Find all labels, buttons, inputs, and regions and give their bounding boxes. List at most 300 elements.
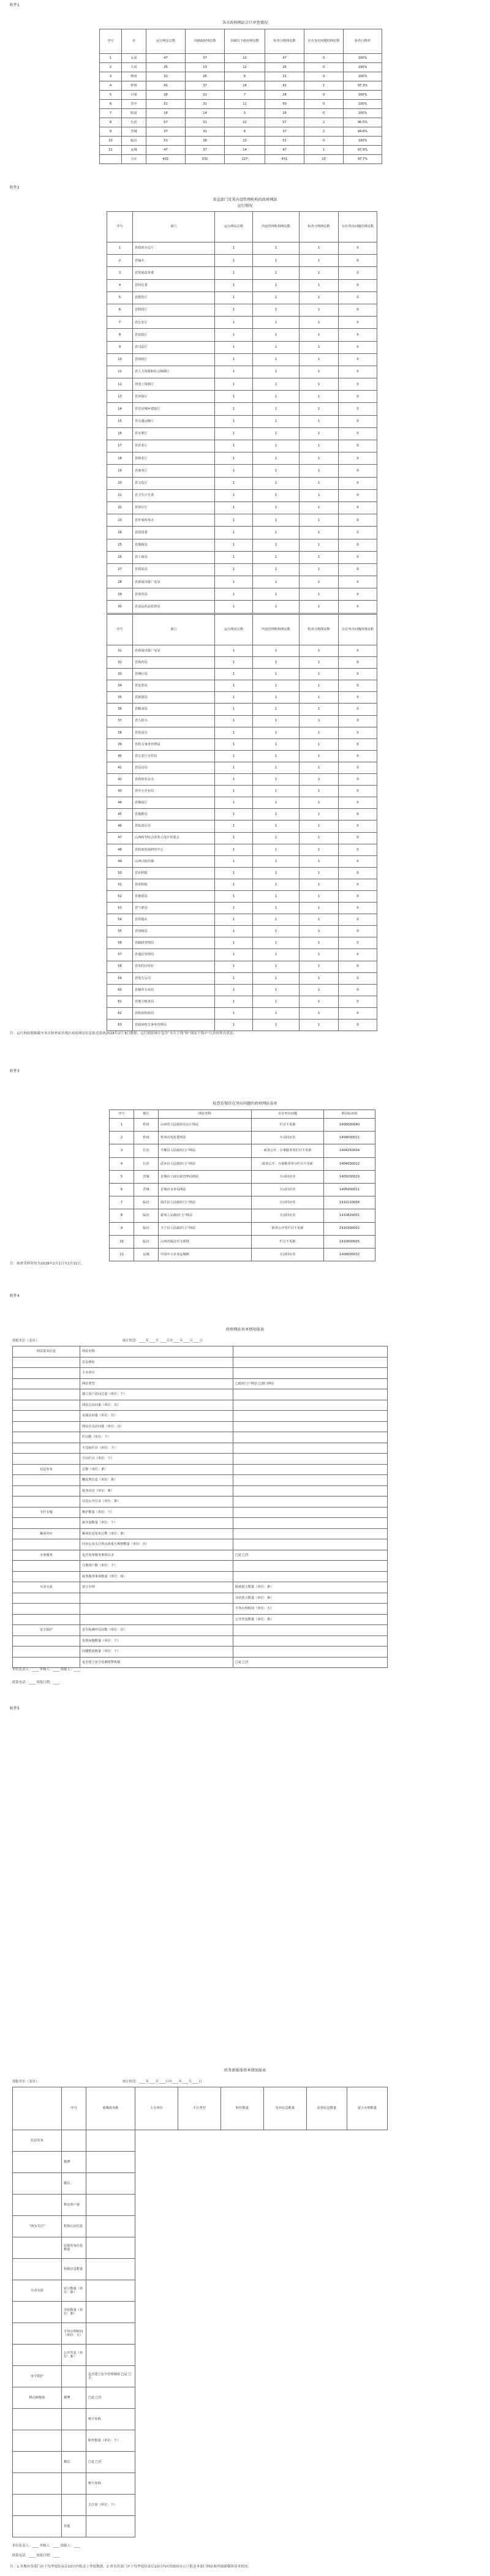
table-cell: 1 (253, 501, 300, 514)
table-cell: 15 (107, 415, 133, 427)
table-cell: 1 (253, 903, 300, 914)
table-cell: 0 (339, 937, 377, 949)
table-cell (13, 1561, 80, 1572)
table-cell: 1 (215, 514, 253, 527)
table-cell (13, 1539, 80, 1550)
table-cell: 45 (107, 809, 133, 820)
table-cell: 40 (107, 750, 133, 762)
table-cell: 41 (146, 81, 186, 91)
table-cell: 1 (253, 645, 300, 657)
table-cell: 收到留言数量（单位：条） (233, 1582, 388, 1593)
table-cell: 1 (253, 797, 300, 809)
table-cell (13, 1357, 80, 1368)
table-cell: 办事服务 (13, 1550, 80, 1561)
table-cell: 办结留言数量（单位：条） (233, 1593, 388, 1604)
table-cell: 1 (215, 879, 253, 890)
table-cell: 50 (107, 867, 133, 879)
header-cell: 序号 (100, 29, 122, 54)
table-row (13, 1378, 388, 1389)
table-cell: 政务服务事项数量（单位：项） (80, 1571, 233, 1582)
table-cell: 网站基本信息 (13, 1346, 80, 1357)
table-cell: 1 (215, 465, 253, 477)
table-row (107, 341, 377, 353)
table-row (107, 317, 377, 329)
header-cell: 部门 (133, 615, 215, 645)
table-row (107, 832, 377, 844)
table-row (107, 255, 377, 267)
table-cell: 1 (253, 588, 300, 601)
header-cell: 检查合格率 (344, 29, 382, 54)
attachment-5-unit: 填报单位（盖章）： (12, 2080, 40, 2084)
table-cell: 1 (300, 657, 339, 669)
table-cell: 1 (215, 657, 253, 669)
table-cell: 1 (215, 972, 253, 984)
table-cell: 1410210006 (324, 1196, 375, 1209)
table-cell: 0 (339, 465, 377, 477)
table-cell: 维护数量（单位：个） (80, 1507, 233, 1518)
table-cell: 1404250004 (324, 1144, 375, 1157)
table-cell: 44 (107, 797, 133, 809)
table-cell: 微信 (62, 2173, 86, 2195)
table-cell: 11 (110, 1248, 134, 1261)
table-row (107, 738, 377, 750)
table-cell: 1 (253, 1007, 300, 1019)
table-cell: 1 (215, 680, 253, 692)
table-cell: 1 (253, 855, 300, 867)
table-cell: 省煤炭厅 (133, 797, 215, 809)
table-cell: 问题整改数量（单位：个） (80, 1647, 233, 1658)
table-cell (13, 1657, 80, 1668)
table-cell: 1 (300, 961, 339, 972)
table-cell: 7 (110, 1196, 134, 1209)
table-cell (233, 1539, 388, 1550)
table-cell: 省国土资源厅 (133, 378, 215, 391)
table-cell: 省人防办 (133, 715, 215, 727)
table-cell: 省环保厅 (133, 391, 215, 403)
table-cell: 省信访局 (133, 762, 215, 773)
table-cell: 61 (107, 996, 133, 1007)
table-row (13, 1443, 388, 1454)
header-cell: 运行网站总数 (215, 212, 253, 242)
table-cell: 5 (107, 291, 133, 304)
table-cell: 政务动态（单位：条） (80, 1485, 233, 1496)
attachment-2-label: 附件2 (10, 186, 20, 190)
table-cell: 6 (225, 127, 265, 137)
table-cell: 省检验检疫局 (133, 1007, 215, 1019)
table-cell: 1 (215, 563, 253, 576)
table-row (107, 279, 377, 291)
table-cell: 0 (339, 657, 377, 669)
table-cell: 0 (304, 63, 344, 72)
table-cell: 0 (304, 54, 344, 63)
table-cell: 5 (225, 109, 265, 118)
table-cell: 1 (253, 996, 300, 1007)
table-cell: 0 (339, 353, 377, 366)
table-cell: 省旅游局 (133, 692, 215, 704)
table-cell: 1 (253, 242, 300, 255)
table-cell: 1 (215, 255, 253, 267)
table-cell: 1 (215, 786, 253, 797)
table-cell: 0 (339, 601, 377, 613)
table-row (107, 601, 377, 613)
table-cell: 省科技厅 (133, 304, 215, 316)
table-cell: 8 (110, 1209, 134, 1222)
table-cell: 4 (100, 81, 122, 91)
table-cell: 30 (107, 601, 133, 613)
table-cell (13, 2195, 62, 2216)
table-cell: 山西省人民政府办公厅网站 (159, 1119, 252, 1132)
table-cell: 是否发布服务事项目录 (80, 1550, 233, 1561)
table-cell: 1 (300, 353, 339, 366)
header-cell: 发布信息数量 (264, 2087, 307, 2130)
table-row (13, 1539, 388, 1550)
table-cell: 100% (344, 137, 382, 146)
table-cell: 1 (300, 774, 339, 786)
table-cell: 1 (300, 576, 339, 588)
table-cell: 1 (300, 669, 339, 680)
table-cell: 1 (300, 341, 339, 353)
table-row (13, 2259, 388, 2280)
table-row (107, 514, 377, 527)
table-row (13, 1604, 388, 1615)
table-row (107, 692, 377, 704)
table-cell: 安全防护 (13, 1625, 80, 1636)
header-cell: 市级政府网站数 (186, 29, 225, 54)
attachment-5-signature-line: 单位负责人：____ 审核人：____ 填报人：____ (12, 2544, 81, 2548)
table-cell: 48 (107, 844, 133, 855)
table-cell: 1 (253, 844, 300, 855)
table-row (107, 657, 377, 669)
table-cell: 2 (107, 255, 133, 267)
table-cell (62, 2430, 86, 2452)
table-cell: 山西日报传媒 (133, 855, 215, 867)
table-cell: 1 (215, 366, 253, 378)
table-cell: 1 (300, 1020, 339, 1031)
table-cell (13, 1389, 80, 1400)
table-cell: 省新闻出版广电局 (133, 576, 215, 588)
table-cell: 31 (186, 118, 225, 127)
table-cell: 忻州 (134, 1132, 159, 1144)
table-row (107, 378, 377, 391)
table-row (110, 1144, 375, 1157)
table-row (107, 914, 377, 926)
table-row (13, 2345, 388, 2366)
table-cell: 1405000029 (324, 1170, 375, 1183)
attachment-3-label: 附件3 (10, 1069, 20, 1073)
table-cell: 1 (215, 341, 253, 353)
table-cell: 2 (110, 1132, 134, 1144)
table-cell: 0 (339, 588, 377, 601)
table-header-row (100, 29, 382, 54)
table-row (107, 477, 377, 489)
table-cell (86, 2216, 135, 2237)
table-cell: 1 (300, 242, 339, 255)
table-row (13, 2195, 388, 2216)
table-cell: 1 (253, 774, 300, 786)
table-cell: 0 (339, 1007, 377, 1019)
table-cell: 1 (300, 415, 339, 427)
table-row (107, 465, 377, 477)
table-cell: 1 (253, 255, 300, 267)
header-cell: 运行网站总数 (215, 615, 253, 645)
provincial-dept-table-continued (107, 614, 377, 1031)
table-cell (62, 2366, 86, 2387)
table-cell (233, 1357, 388, 1368)
table-cell: 1 (215, 279, 253, 291)
table-cell: 省工商局 (133, 551, 215, 563)
table-row (13, 1400, 388, 1411)
table-cell: 39 (107, 738, 133, 750)
attachment-4-unit: 填报单位（盖章）： (12, 1339, 40, 1343)
table-cell: 1 (300, 465, 339, 477)
table-header-row (13, 2087, 388, 2130)
table-cell: 97.3% (344, 81, 382, 91)
table-row (107, 304, 377, 316)
table-cell: 1 (253, 366, 300, 378)
table-cell: 移动客户端 (62, 2195, 86, 2216)
table-cell: 28 (265, 91, 304, 100)
table-cell: 安全检测评估次数（单位：次） (80, 1625, 233, 1636)
table-cell: 31 (265, 72, 304, 81)
attachment-5-label: 附件5 (10, 1707, 20, 1711)
table-cell: 1 (253, 563, 300, 576)
table-cell: 专栏专题 (13, 1507, 80, 1518)
table-cell: 54 (107, 914, 133, 926)
table-cell: 7 (225, 91, 265, 100)
table-cell: 省财政厅 (133, 353, 215, 366)
table-row (13, 2280, 388, 2302)
table-cell: 1 (300, 738, 339, 750)
table-row (110, 1196, 375, 1209)
table-cell: 0 (339, 403, 377, 415)
table-cell (13, 1604, 80, 1615)
table-cell: 空白栏目（单位：个） (80, 1454, 233, 1465)
table-cell: 1 (215, 996, 253, 1007)
table-row (13, 1518, 388, 1529)
table-cell: 1 (215, 809, 253, 820)
table-cell: 1 (253, 926, 300, 937)
table-cell: 办结数量（单位：条） (62, 2302, 86, 2323)
table-cell: 1 (300, 937, 339, 949)
table-row (13, 1346, 388, 1357)
table-row (107, 440, 377, 452)
table-cell: 1 (253, 984, 300, 996)
table-cell: 霍州人民政府门户网站 (159, 1209, 252, 1222)
table-cell: 1405000021 (324, 1183, 375, 1196)
table-cell: 0 (339, 391, 377, 403)
table-cell: 1 (253, 427, 300, 440)
table-cell: 平均办理时间（单位：天） (233, 1604, 388, 1615)
table-cell (13, 2345, 62, 2366)
table-cell: 1 (253, 477, 300, 489)
table-cell: 1 (253, 657, 300, 669)
table-cell: 转载信息数量 (62, 2259, 86, 2280)
table-row (107, 844, 377, 855)
table-cell: 1 (253, 304, 300, 316)
table-cell: 1 (253, 786, 300, 797)
table-cell: 0 (339, 727, 377, 738)
table-cell: 1 (253, 692, 300, 704)
table-row (110, 1235, 375, 1248)
table-cell (13, 1496, 80, 1508)
table-cell: 栏目不更新 (252, 1235, 324, 1248)
table-row (107, 329, 377, 341)
table-cell: 省邮政管理局 (133, 937, 215, 949)
attachment-3-note: 注：抽查采样时间为2018年2月1日至2月11日。 (10, 1262, 85, 1266)
table-cell: 0 (339, 514, 377, 527)
table-cell: 37 (186, 81, 225, 91)
table-cell: 政务公开、办事服务等栏目不更新 (252, 1144, 324, 1157)
table-cell: 47 (265, 54, 304, 63)
table-cell: 留言数量（单位：条） (62, 2280, 86, 2302)
table-cell: 山西转型综合改革示范区管委会 (133, 832, 215, 844)
table-cell: 省社科院 (133, 867, 215, 879)
table-cell: 97.9% (344, 146, 382, 155)
table-row (107, 452, 377, 465)
table-row (13, 2152, 388, 2173)
table-cell: 政务公开等栏目不更新 (252, 1222, 324, 1235)
table-cell: 38 (107, 727, 133, 738)
table-cell: 合计 (122, 155, 146, 164)
table-cell: 运城 (134, 1248, 159, 1261)
table-cell: 1 (253, 809, 300, 820)
table-cell: 1 (215, 738, 253, 750)
table-row (107, 391, 377, 403)
table-cell (13, 1400, 80, 1411)
table-cell: 1 (300, 914, 339, 926)
table-row (107, 588, 377, 601)
table-cell: 37 (146, 127, 186, 137)
table-cell: 0 (339, 539, 377, 551)
table-cell: 注册用户数（单位：个） (80, 1561, 233, 1572)
table-cell: 栏目数（单位：个） (80, 1432, 233, 1443)
table-cell: 16 (146, 109, 186, 118)
table-cell: 1 (300, 563, 339, 576)
table-cell: 1 (300, 996, 339, 1007)
table-cell: 0 (339, 366, 377, 378)
header-cell: 存在突出问题的网站数 (339, 212, 377, 242)
table-row (107, 855, 377, 867)
table-cell: 0 (339, 669, 377, 680)
table-cell: □是 □否 (86, 2452, 135, 2473)
table-cell: 1 (304, 81, 344, 91)
table-cell: 省农村信用社 (133, 961, 215, 972)
table-cell: 0 (339, 341, 377, 353)
table-cell: 0 (339, 255, 377, 267)
table-cell: 1 (253, 551, 300, 563)
table-cell: 10 (100, 137, 122, 146)
table-cell (233, 1475, 388, 1486)
table-row (13, 1507, 388, 1518)
table-cell: 41 (107, 762, 133, 773)
table-cell (233, 1528, 388, 1539)
table-cell: 20 (107, 477, 133, 489)
table-cell: 0 (304, 137, 344, 146)
table-cell (233, 1635, 388, 1647)
table-cell: 1 (300, 692, 339, 704)
table-cell: 331 (186, 155, 225, 164)
table-row (107, 903, 377, 914)
table-cell: 1 (300, 750, 339, 762)
table-cell: 1 (215, 242, 253, 255)
table-cell: 51 (265, 137, 304, 146)
table-cell: 19 (107, 465, 133, 477)
table-cell (80, 1604, 233, 1615)
table-cell: 1 (300, 588, 339, 601)
table-cell: 3 (100, 72, 122, 81)
table-cell: 63 (107, 1020, 133, 1031)
table-cell (86, 2259, 135, 2280)
table-cell: 1 (253, 738, 300, 750)
table-cell: 中国中小企业运城网 (159, 1248, 252, 1261)
table-cell: 1 (253, 762, 300, 773)
table-row (100, 146, 382, 155)
table-row (107, 867, 377, 879)
table-cell: 16 (265, 109, 304, 118)
table-cell: 1 (253, 1020, 300, 1031)
table-cell (233, 1625, 388, 1636)
table-cell: 0 (339, 786, 377, 797)
header-cell: 市 (122, 29, 146, 54)
table-row (107, 415, 377, 427)
table-cell: 1 (215, 527, 253, 539)
table-cell: □是 □否 (233, 1550, 388, 1561)
table-cell: 临汾 (134, 1222, 159, 1235)
table-cell: 互动交流 (13, 1582, 80, 1593)
table-cell: 省统计局 (133, 669, 215, 680)
table-cell: 晋城 (134, 1183, 159, 1196)
table-cell: 59 (107, 972, 133, 984)
table-cell: 省交通运输厅 (133, 415, 215, 427)
table-cell: 47 (107, 832, 133, 844)
table-cell: 1 (300, 403, 339, 415)
table-cell: 1 (300, 255, 339, 267)
table-cell: 1 (300, 427, 339, 440)
table-cell: 朔州 (122, 72, 146, 81)
table-cell (13, 1421, 80, 1432)
table-cell: 22 (225, 118, 265, 127)
table-cell: 省体育局 (133, 588, 215, 601)
table-row (100, 109, 382, 118)
table-cell: 0 (339, 378, 377, 391)
table-cell (233, 1507, 388, 1518)
table-cell: 0 (339, 879, 377, 890)
table-cell: 省公安厅 (133, 317, 215, 329)
table-cell: 省政府发展研究中心 (133, 844, 215, 855)
table-cell: 1 (215, 304, 253, 316)
table-cell: 账号名称 (86, 2409, 135, 2430)
table-cell (13, 1443, 80, 1454)
table-cell: 主办单位 (80, 1368, 233, 1379)
table-cell: 0 (339, 832, 377, 844)
table-cell: 省政府机关事务管理局 (133, 1020, 215, 1031)
table-cell (86, 2302, 135, 2323)
table-cell (86, 2516, 135, 2537)
table-row (13, 1421, 388, 1432)
table-cell: 1 (215, 704, 253, 715)
table-row (13, 1647, 388, 1658)
table-cell (13, 1432, 80, 1443)
table-cell: 0 (339, 704, 377, 715)
table-cell: 26 (107, 551, 133, 563)
table-cell: 1 (215, 914, 253, 926)
table-cell: 9 (100, 127, 122, 137)
table-cell: 微信 (62, 2452, 86, 2473)
table-row (13, 1625, 388, 1636)
table-cell: 0 (304, 91, 344, 100)
table-cell: 1 (215, 867, 253, 879)
table-cell: 0 (339, 715, 377, 727)
